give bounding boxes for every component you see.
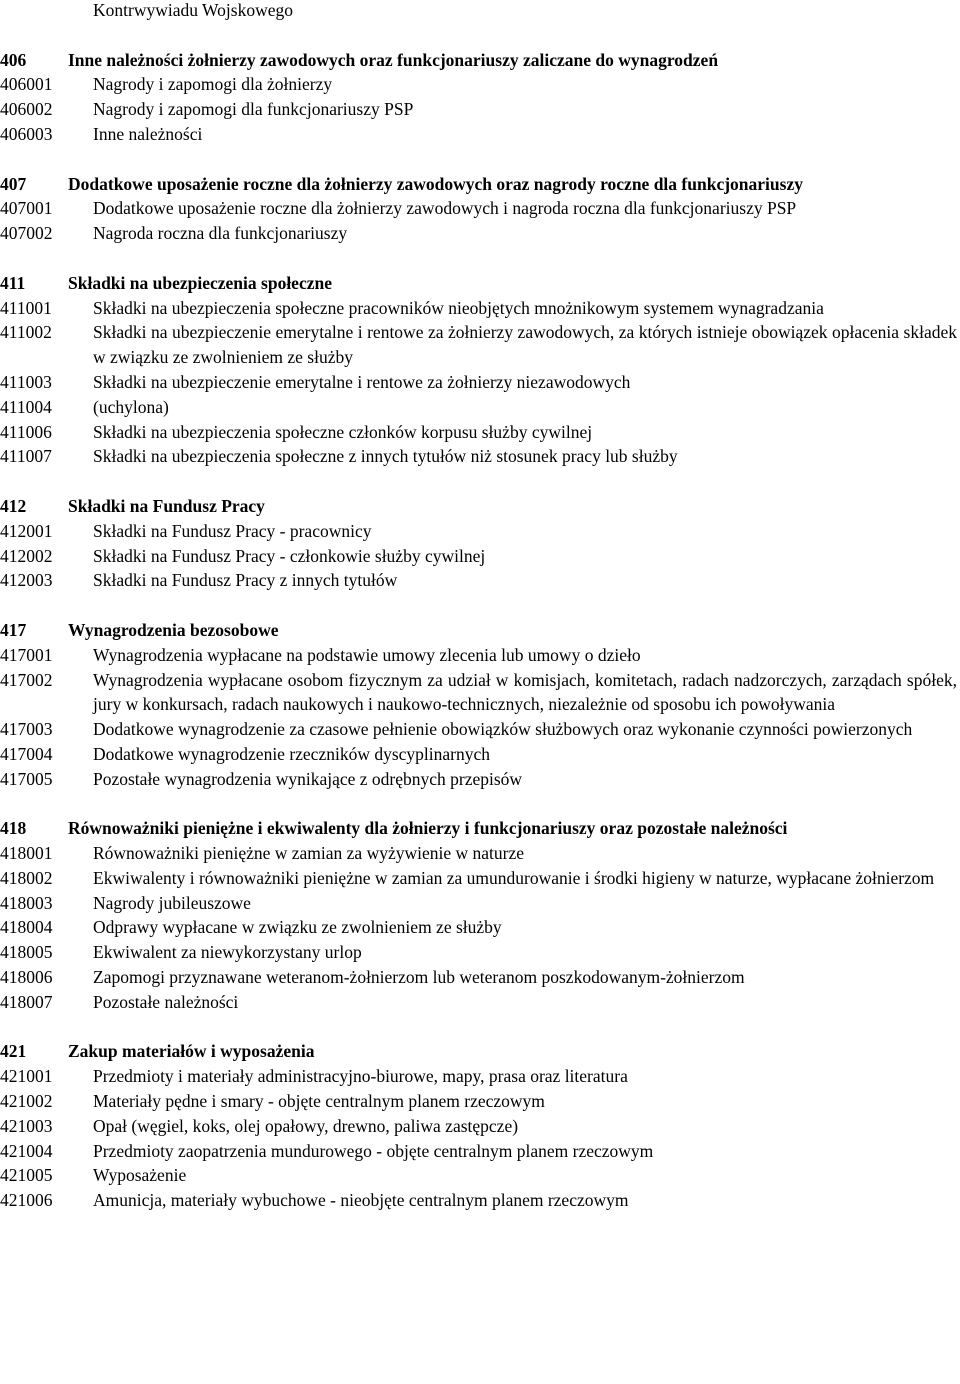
item-code: 418007	[0, 991, 53, 1012]
item-code: 406002	[0, 99, 53, 120]
item-411004	[0, 395, 960, 420]
item-code: 407002	[0, 223, 53, 244]
section-heading	[0, 816, 960, 841]
item-406001	[0, 72, 960, 97]
item-407002	[0, 221, 960, 246]
item-417003	[0, 717, 960, 742]
section-heading	[0, 494, 960, 519]
item-code: 418005	[0, 942, 53, 963]
item-code: 411004	[0, 396, 52, 417]
item-code: 417005	[0, 768, 53, 789]
classification-list	[0, 48, 960, 1213]
item-code: 418002	[0, 867, 53, 888]
item-text: Pozostałe należności	[93, 991, 239, 1012]
item-text: Nagrody i zapomogi dla żołnierzy	[93, 74, 333, 95]
continuation-text: Kontrwywiadu Wojskowego	[93, 0, 293, 20]
section-code: 412	[0, 495, 27, 516]
section-code: 418	[0, 818, 27, 839]
section-title: Inne należności żołnierzy zawodowych oraz funkcjonariuszy zaliczane do wynagrodzeń	[68, 49, 719, 70]
item-code: 418003	[0, 892, 53, 913]
item-text: (uchylona)	[93, 396, 169, 417]
section-417	[0, 618, 960, 792]
item-code: 417004	[0, 743, 53, 764]
section-code: 407	[0, 173, 27, 194]
item-418004	[0, 915, 960, 940]
item-text: Składki na ubezpieczenia społeczne z innych tytułów niż stosunek pracy lub służby	[93, 446, 678, 467]
item-text: Składki na ubezpieczenia społeczne pracowników nieobjętych mnożnikowym systemem wynagradzania	[93, 297, 824, 318]
item-text: Przedmioty i materiały administracyjno-biurowe, mapy, prasa oraz literatura	[93, 1066, 628, 1087]
item-418007	[0, 990, 960, 1015]
item-code: 411006	[0, 421, 52, 442]
item-412003	[0, 568, 960, 593]
item-412001	[0, 519, 960, 544]
item-code: 406001	[0, 74, 53, 95]
section-411	[0, 271, 960, 469]
section-heading	[0, 271, 960, 296]
item-text: Wyposażenie	[93, 1165, 187, 1186]
item-code: 412001	[0, 520, 53, 541]
item-421002	[0, 1089, 960, 1114]
item-text: Dodatkowe wynagrodzenie rzeczników dyscyplinarnych	[93, 743, 491, 764]
item-code: 421003	[0, 1115, 53, 1136]
item-text: Dodatkowe wynagrodzenie za czasowe pełnienie obowiązków służbowych oraz wykonanie czynności powierzonych	[93, 719, 913, 740]
item-text: Równoważniki pieniężne w zamian za wyżywienie w naturze	[93, 843, 525, 864]
item-text: Składki na ubezpieczenia społeczne członków korpusu służby cywilnej	[93, 421, 593, 442]
section-code: 406	[0, 49, 27, 70]
item-text: Amunicja, materiały wybuchowe - nieobjęte centralnym planem rzeczowym	[93, 1190, 629, 1211]
item-text: Nagroda roczna dla funkcjonariuszy	[93, 223, 348, 244]
item-code: 418004	[0, 917, 53, 938]
section-code: 421	[0, 1041, 27, 1062]
item-421006	[0, 1188, 960, 1213]
item-407001	[0, 196, 960, 221]
item-code: 417003	[0, 719, 53, 740]
item-406002	[0, 97, 960, 122]
item-text: Opał (węgiel, koks, olej opałowy, drewno, paliwa zastępcze)	[93, 1115, 519, 1136]
item-411001	[0, 296, 960, 321]
item-code: 407001	[0, 198, 53, 219]
item-code: 421004	[0, 1140, 53, 1161]
item-411002	[0, 320, 960, 370]
item-text: Wynagrodzenia wypłacane na podstawie umowy zlecenia lub umowy o dzieło	[93, 644, 641, 665]
item-text: Składki na ubezpieczenie emerytalne i rentowe za żołnierzy niezawodowych	[93, 371, 631, 392]
item-417001	[0, 643, 960, 668]
item-421001	[0, 1064, 960, 1089]
section-heading	[0, 1039, 960, 1064]
item-code: 411002	[0, 322, 52, 343]
item-411007	[0, 444, 960, 469]
item-417005	[0, 767, 960, 792]
item-code: 411007	[0, 446, 52, 467]
item-code: 421001	[0, 1066, 53, 1087]
item-418003	[0, 891, 960, 916]
item-412002	[0, 544, 960, 569]
item-text: Ekwiwalenty i równoważniki pieniężne w zamian za umundurowanie i środki higieny w naturze, wypłacane żołnierzom	[93, 867, 935, 888]
item-418006	[0, 965, 960, 990]
section-title: Składki na ubezpieczenia społeczne	[68, 272, 332, 293]
item-418002	[0, 866, 960, 891]
item-code: 418006	[0, 967, 53, 988]
item-code: 421002	[0, 1091, 53, 1112]
item-text: Składki na Fundusz Pracy z innych tytułów	[93, 570, 398, 591]
section-407	[0, 172, 960, 246]
section-title: Dodatkowe uposażenie roczne dla żołnierzy zawodowych oraz nagrody roczne dla funkcjonariuszy	[68, 173, 803, 194]
item-411003	[0, 370, 960, 395]
item-411006	[0, 420, 960, 445]
item-code: 421006	[0, 1190, 53, 1211]
item-text: Składki na Fundusz Pracy - pracownicy	[93, 520, 372, 541]
section-title: Zakup materiałów i wyposażenia	[68, 1041, 315, 1062]
item-text: Dodatkowe uposażenie roczne dla żołnierzy zawodowych i nagroda roczna dla funkcjonariuszy PSP	[93, 198, 797, 219]
section-code: 417	[0, 619, 27, 640]
item-406003	[0, 122, 960, 147]
item-code: 418001	[0, 843, 53, 864]
section-406	[0, 48, 960, 147]
item-418001	[0, 841, 960, 866]
item-text: Pozostałe wynagrodzenia wynikające z odrębnych przepisów	[93, 768, 523, 789]
section-418	[0, 816, 960, 1014]
item-text: Zapomogi przyznawane weteranom-żołnierzom lub weteranom poszkodowanym-żołnierzom	[93, 967, 745, 988]
item-text: Składki na Fundusz Pracy - członkowie służby cywilnej	[93, 545, 486, 566]
item-text: Ekwiwalent za niewykorzystany urlop	[93, 942, 362, 963]
item-421004	[0, 1139, 960, 1164]
section-412	[0, 494, 960, 593]
item-code: 417002	[0, 669, 53, 690]
item-text: Przedmioty zaopatrzenia mundurowego - objęte centralnym planem rzeczowym	[93, 1140, 654, 1161]
item-417004	[0, 742, 960, 767]
item-code: 421005	[0, 1165, 53, 1186]
section-heading	[0, 48, 960, 73]
item-text: Nagrody jubileuszowe	[93, 892, 251, 913]
section-title: Równoważniki pieniężne i ekwiwalenty dla żołnierzy i funkcjonariuszy oraz pozostałe należności	[68, 818, 788, 839]
item-code: 417001	[0, 644, 53, 665]
item-text: Wynagrodzenia wypłacane osobom fizycznym za udział w komisjach, komitetach, radach nadzorczych, zarządach spółek, jury w konkursach, radach naukowych i naukowo-technicznych, niezależnie od sposobu ich powoływania	[93, 669, 957, 715]
section-heading	[0, 618, 960, 643]
item-text: Odprawy wypłacane w związku ze zwolnieniem ze służby	[93, 917, 502, 938]
section-code: 411	[0, 272, 26, 293]
item-code: 412002	[0, 545, 53, 566]
item-417002	[0, 668, 960, 718]
item-421005	[0, 1163, 960, 1188]
item-text: Składki na ubezpieczenie emerytalne i rentowe za żołnierzy zawodowych, za których istnieje obowiązek opłacenia składek w związku ze zwolnieniem ze służby	[93, 322, 957, 368]
item-code: 412003	[0, 570, 53, 591]
item-text: Nagrody i zapomogi dla funkcjonariuszy PSP	[93, 99, 414, 120]
item-text: Inne należności	[93, 123, 203, 144]
section-heading	[0, 172, 960, 197]
item-418005	[0, 940, 960, 965]
item-text: Materiały pędne i smary - objęte centralnym planem rzeczowym	[93, 1091, 545, 1112]
item-code: 411003	[0, 371, 52, 392]
item-code: 411001	[0, 297, 52, 318]
section-421	[0, 1039, 960, 1213]
section-title: Składki na Fundusz Pracy	[68, 495, 265, 516]
item-421003	[0, 1114, 960, 1139]
item-code: 406003	[0, 123, 53, 144]
section-title: Wynagrodzenia bezosobowe	[68, 619, 279, 640]
